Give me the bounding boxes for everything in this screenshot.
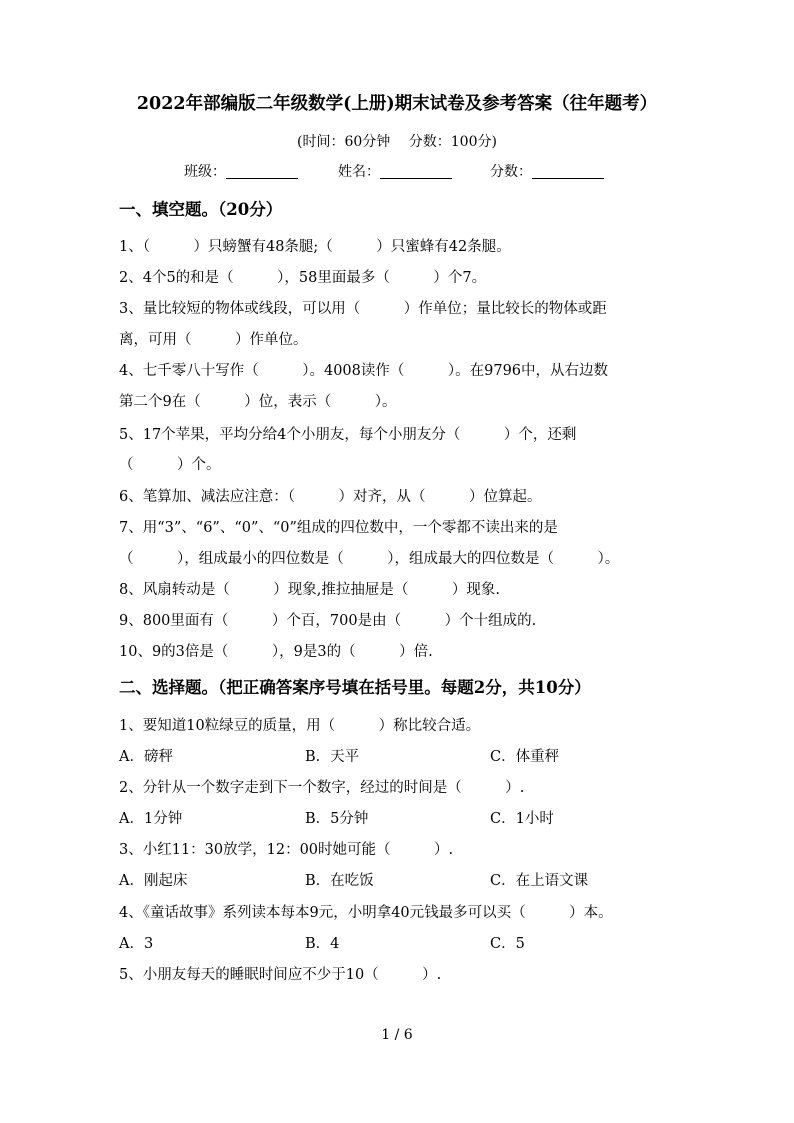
question-line: 9、800里面有（ ）个百，700是由（ ）个十组成的.: [119, 613, 537, 629]
score-text: 分数：100分): [408, 134, 497, 150]
score-field[interactable]: [490, 161, 604, 181]
option-c[interactable]: C．体重秤: [490, 749, 560, 765]
question-line: 5、17个苹果，平均分给4个小朋友，每个小朋友分（ ）个，还剩: [119, 427, 577, 443]
choice-question: 1、要知道10粒绿豆的质量，用（ ）称比较合适。: [119, 718, 481, 734]
option-a[interactable]: A．1分钟: [119, 811, 183, 827]
question-line: （ ）个。: [119, 457, 221, 473]
time-text: (时间：60分钟: [297, 134, 391, 150]
exam-title: 2022年部编版二年级数学(上册)期末试卷及参考答案（往年题考）: [136, 94, 658, 114]
question-line: 6、笔算加、减法应注意：（ ）对齐，从（ ）位算起。: [119, 489, 542, 505]
choice-question: 4、《童话故事》系列读本每本9元，小明拿40元钱最多可以买（ ）本。: [119, 905, 613, 921]
name-field[interactable]: [338, 161, 452, 181]
option-c[interactable]: C．1小时: [490, 811, 554, 827]
option-a[interactable]: A．磅秤: [119, 749, 173, 765]
option-b[interactable]: B．4: [305, 936, 340, 952]
choice-question: 3、小红11：30放学，12：00时她可能（ ）.: [119, 842, 454, 858]
exam-subtitle: [0, 131, 794, 151]
score-label: 分数：: [490, 164, 532, 180]
question-line: 7、用“3”、“6”、“0”、“0”组成的四位数中，一个零都不读出来的是: [119, 520, 558, 536]
section-choice-heading: 二、选择题。（把正确答案序号填在括号里。每题2分，共10分）: [119, 678, 591, 697]
score-blank[interactable]: [532, 164, 604, 179]
class-label: 班级：: [184, 164, 226, 180]
option-a[interactable]: A．刚起床: [119, 873, 188, 889]
name-label: 姓名：: [338, 164, 380, 180]
question-line: （ ），组成最小的四位数是（ ），组成最大的四位数是（ ）。: [119, 551, 620, 567]
page-number: 1 / 6: [381, 1027, 413, 1043]
section-fill-blank-heading: 一、填空题。（20分）: [119, 200, 283, 219]
question-line: 2、4个5的和是（ ），58里面最多（ ）个7。: [119, 270, 487, 286]
class-blank[interactable]: [226, 164, 298, 179]
option-a[interactable]: A．3: [119, 936, 154, 952]
name-blank[interactable]: [380, 164, 452, 179]
class-field[interactable]: [184, 161, 298, 181]
question-line: 4、七千零八十写作（ ）。4008读作（ ）。在9796中，从右边数: [119, 363, 609, 379]
question-line: 1、（ ）只螃蟹有48条腿;（ ）只蜜蜂有42条腿。: [119, 239, 511, 255]
option-b[interactable]: B．在吃饭: [305, 873, 374, 889]
question-line: 离，可用（ ）作单位。: [119, 332, 308, 348]
question-line: 第二个9在（ ）位，表示（ ）。: [119, 394, 397, 410]
choice-question: 5、小朋友每天的睡眠时间应不少于10（ ）.: [119, 967, 442, 983]
choice-question: 2、分针从一个数字走到下一个数字，经过的时间是（ ）.: [119, 780, 525, 796]
question-line: 3、量比较短的物体或线段，可以用（ ）作单位；量比较长的物体或距: [119, 301, 607, 317]
option-c[interactable]: C．在上语文课: [490, 873, 589, 889]
option-b[interactable]: B．5分钟: [305, 811, 369, 827]
option-c[interactable]: C．5: [490, 936, 525, 952]
question-line: 10、9的3倍是（ ），9是3的（ ）倍.: [119, 644, 433, 660]
question-line: 8、风扇转动是（ ）现象,推拉抽屉是（ ）现象.: [119, 582, 500, 598]
option-b[interactable]: B．天平: [305, 749, 360, 765]
